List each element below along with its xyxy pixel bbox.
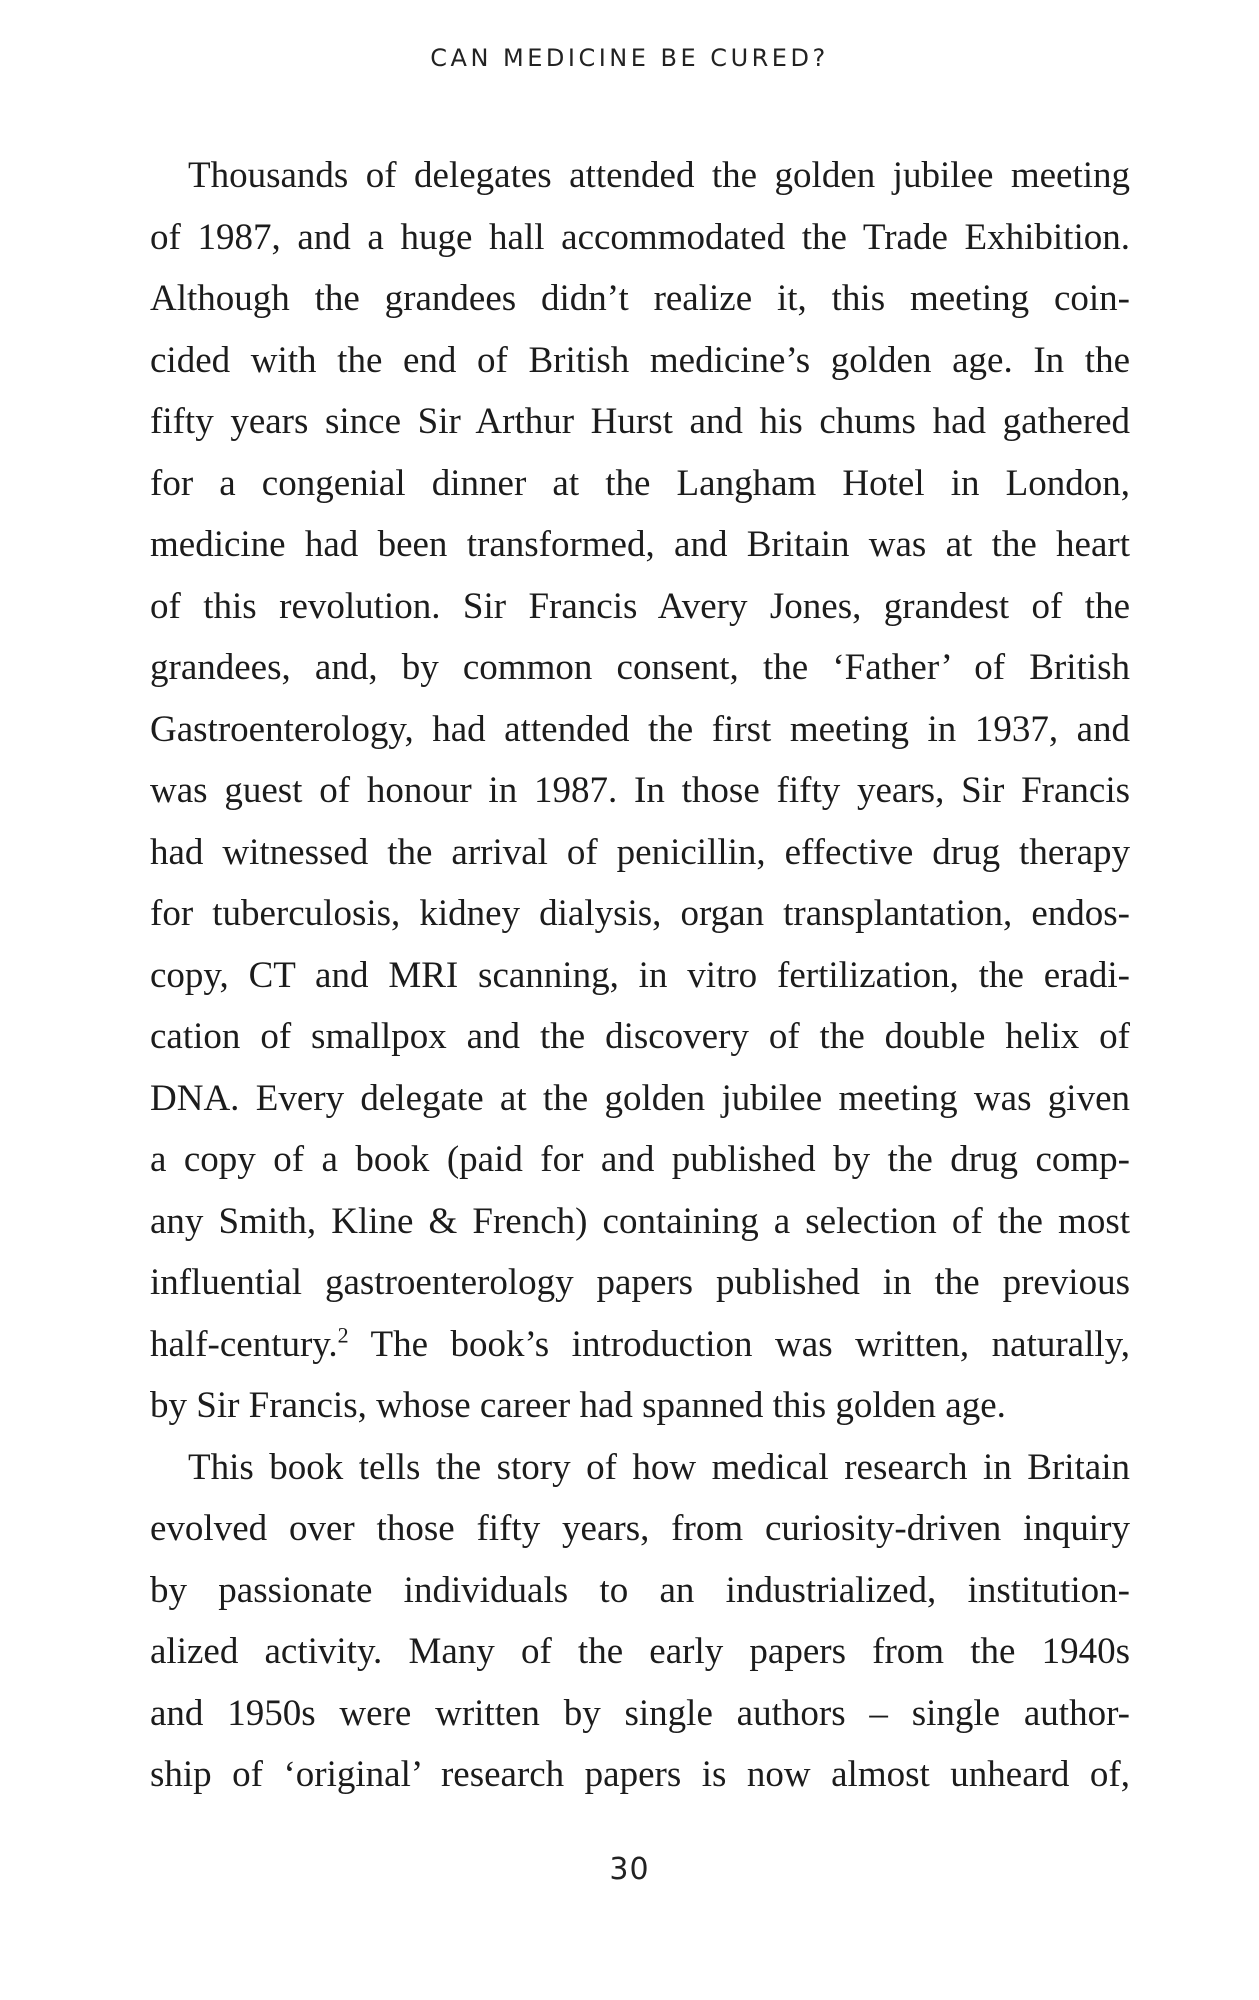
text-line: influential gastroenterology papers published in the previous: [150, 1262, 1130, 1303]
paragraph-end-line: by Sir Francis, whose career had spanned this golden age.: [150, 1385, 1006, 1426]
text-line: alized activity. Many of the early papers from the 1940s: [150, 1631, 1130, 1672]
text-line: medicine had been transformed, and Britain was at the heart: [150, 524, 1130, 565]
running-head: CAN MEDICINE BE CURED?: [430, 44, 829, 72]
text-line: and 1950s were written by single authors – single author-: [150, 1692, 1130, 1734]
text-line: for a congenial dinner at the Langham Hotel in London,: [150, 462, 1130, 504]
page-number: 30: [609, 1852, 650, 1887]
text-line: evolved over those fifty years, from curiosity-driven inquiry: [150, 1508, 1130, 1549]
text-line: cation of smallpox and the discovery of the double helix of: [150, 1016, 1130, 1057]
text-line: of this revolution. Sir Francis Avery Jones, grandest of the: [150, 585, 1130, 627]
line-text-before-note: half-century.: [150, 1323, 338, 1365]
text-line-with-footnote: [150, 1314, 1130, 1376]
text-line: Although the grandees didn’t realize it, this meeting coin-: [150, 278, 1130, 319]
line-text-after-note: The book’s introduction was written, naturally,: [348, 1323, 1130, 1365]
text-line: This book tells the story of how medical research in Britain: [188, 1446, 1130, 1488]
text-line: of 1987, and a huge hall accommodated the Trade Exhibition.: [150, 216, 1130, 258]
text-line: had witnessed the arrival of penicillin, effective drug therapy: [150, 831, 1130, 873]
text-line: DNA. Every delegate at the golden jubilee meeting was given: [150, 1077, 1130, 1119]
text-line: Thousands of delegates attended the golden jubilee meeting: [188, 155, 1130, 196]
text-line: cided with the end of British medicine’s golden age. In the: [150, 339, 1130, 381]
text-line: copy, CT and MRI scanning, in vitro fertilization, the eradi-: [150, 954, 1130, 996]
body-text: [150, 145, 1130, 1806]
text-line: by passionate individuals to an industrialized, institution-: [150, 1569, 1130, 1611]
text-line: Gastroenterology, had attended the first meeting in 1937, and: [150, 708, 1130, 750]
text-line: fifty years since Sir Arthur Hurst and his chums had gathered: [150, 401, 1130, 442]
footnote-marker: 2: [337, 1322, 349, 1348]
text-line: grandees, and, by common consent, the ‘Father’ of British: [150, 647, 1130, 688]
text-line: any Smith, Kline & French) containing a selection of the most: [150, 1200, 1130, 1242]
text-line: a copy of a book (paid for and published by the drug comp-: [150, 1139, 1130, 1180]
text-line: ship of ‘original’ research papers is now almost unheard of,: [150, 1754, 1130, 1795]
text-line: was guest of honour in 1987. In those fifty years, Sir Francis: [150, 770, 1130, 811]
text-line: for tuberculosis, kidney dialysis, organ transplantation, endos-: [150, 893, 1130, 934]
